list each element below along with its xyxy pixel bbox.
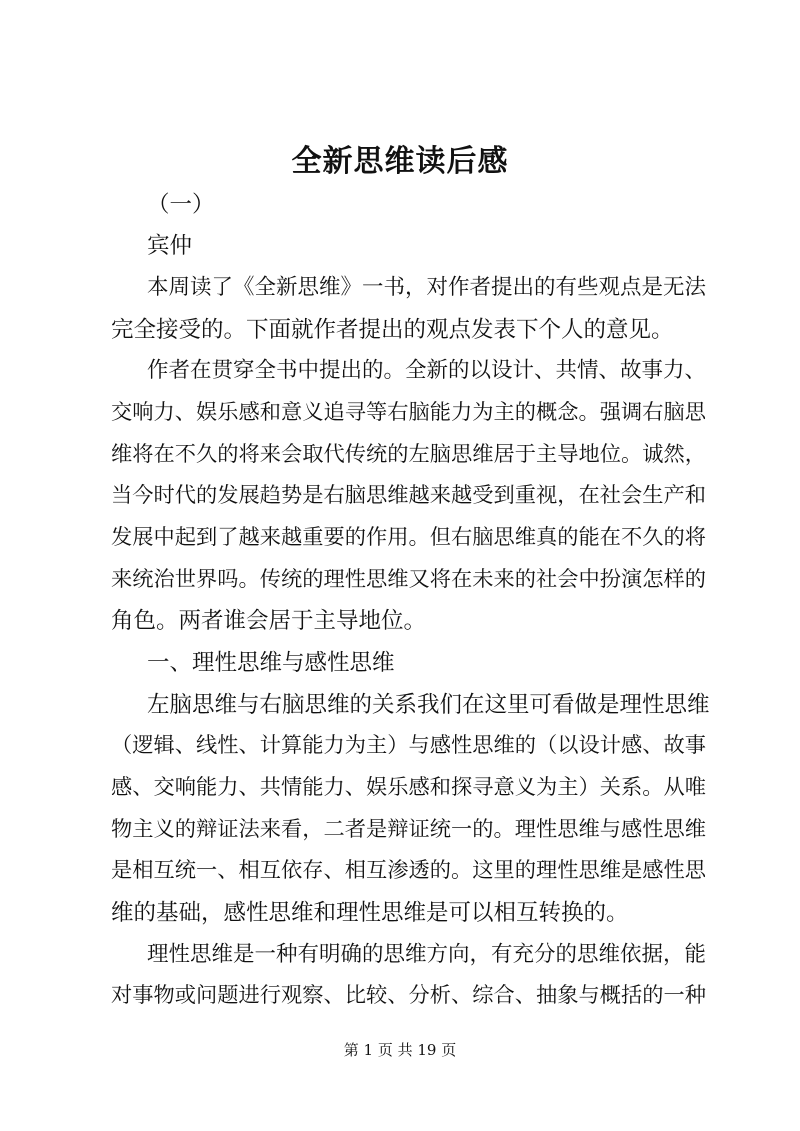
- paragraph-line: 物主义的辩证法来看，二者是辩证统一的。理性思维与感性思维: [111, 817, 707, 842]
- paragraph-line: 感、交响能力、共情能力、娱乐感和探寻意义为主）关系。从唯: [111, 775, 707, 800]
- paragraph-line: 作者在贯穿全书中提出的。全新的以设计、共情、故事力、: [147, 358, 707, 383]
- document-title: 全新思维读后感: [291, 144, 509, 179]
- paragraph-line: 维将在不久的将来会取代传统的左脑思维居于主导地位。诚然，: [111, 442, 707, 467]
- paragraph-line: 理性思维是一种有明确的思维方向，有充分的思维依据，能: [147, 942, 707, 967]
- paragraph-line: 来统治世界吗。传统的理性思维又将在未来的社会中扮演怎样的: [111, 567, 707, 592]
- paragraph-line: 角色。两者谁会居于主导地位。: [111, 608, 427, 634]
- author-line: 宾仲: [147, 233, 193, 259]
- paragraph-line: 发展中起到了越来越重要的作用。但右脑思维真的能在不久的将: [111, 525, 707, 550]
- paragraph-line: （逻辑、线性、计算能力为主）与感性思维的（以设计感、故事: [111, 733, 707, 758]
- section-number: （一）: [147, 192, 215, 218]
- paragraph-line: 本周读了《全新思维》一书，对作者提出的有些观点是无法: [147, 275, 707, 300]
- page-number-footer: 第 1 页 共 19 页: [343, 1041, 457, 1059]
- paragraph-line: 当今时代的发展趋势是右脑思维越来越受到重视，在社会生产和: [111, 483, 707, 508]
- paragraph-line: 交响力、娱乐感和意义追寻等右脑能力为主的概念。强调右脑思: [111, 400, 707, 425]
- paragraph-line: 完全接受的。下面就作者提出的观点发表下个人的意见。: [111, 317, 674, 343]
- section-heading: 一、理性思维与感性思维: [147, 650, 395, 676]
- paragraph-line: 维的基础，感性思维和理性思维是可以相互转换的。: [111, 900, 629, 926]
- paragraph-line: 对事物或问题进行观察、比较、分析、综合、抽象与概括的一种: [111, 983, 707, 1008]
- paragraph-line: 左脑思维与右脑思维的关系我们在这里可看做是理性思维: [147, 692, 710, 718]
- paragraph-line: 是相互统一、相互依存、相互渗透的。这里的理性思维是感性思: [111, 858, 707, 883]
